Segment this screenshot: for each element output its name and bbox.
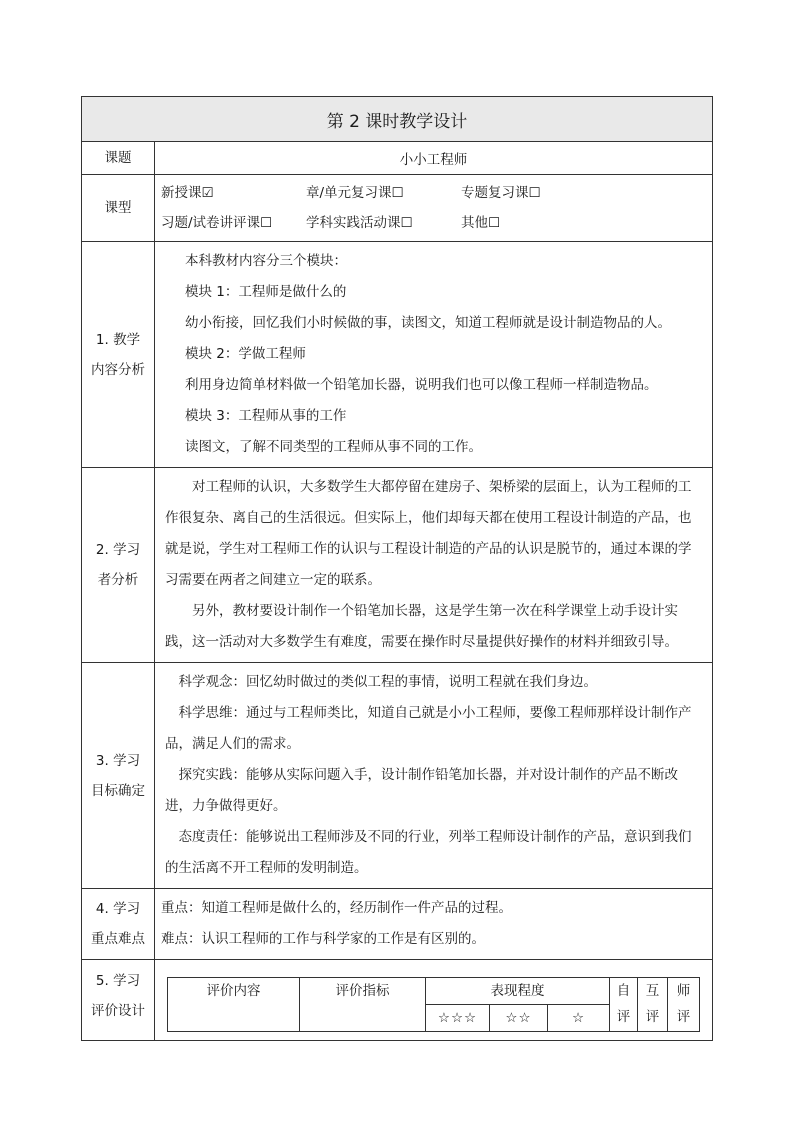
evaluation-design-label [82,960,155,1041]
label-line: 5. 学习 [95,973,141,989]
topic-value: 小小工程师 [155,142,713,175]
content-line: 本科教材内容分三个模块： [185,253,347,269]
lesson-type-option: 习题/试卷讲评课☐ [161,215,273,231]
learner-paragraph: 另外，教材要设计制作一个铅笔加长器，这是学生第一次在科学课堂上动手设计实践，这一活动对大多数学生有难度，需要在操作时尽量提供好操作的材料并细致引导。 [165,603,678,650]
label-line: 者分析 [97,572,139,588]
key-difficulty-label [82,889,155,960]
content-line: 模块 2：学做工程师 [185,346,306,362]
content-line: 读图文，了解不同类型的工程师从事不同的工作。 [185,439,482,455]
header-char: 评 [645,1009,660,1025]
lesson-type-option: 其他☐ [461,215,501,231]
lesson-type-option: 学科实践活动课☐ [306,215,413,231]
objective-item: 科学思维：通过与工程师类比，知道自己就是小小工程师，要像工程师那样设计制作产品，满足人们的需求。 [165,705,692,752]
header-char: 评 [676,1009,691,1025]
learning-objectives-body [155,663,713,889]
eval-content-header: 评价内容 [168,978,300,1032]
content-line: 利用身边简单材料做一个铅笔加长器，说明我们也可以像工程师一样制造物品。 [185,377,658,393]
evaluation-table [167,977,700,1032]
one-star-level: ☆ [548,1005,610,1032]
key-point: 重点：知道工程师是做什么的，经历制作一件产品的过程。 [161,900,512,916]
eval-performance-header: 表现程度 [426,978,610,1005]
document-title: 第 2 课时教学设计 [82,97,713,142]
label-line: 4. 学习 [95,901,141,917]
content-line: 模块 3：工程师从事的工作 [185,408,347,424]
content-analysis-label [82,242,155,468]
objective-item: 探究实践：能够从实际问题入手，设计制作铅笔加长器，并对设计制作的产品不断改进，力争做得更好。 [165,767,678,814]
header-char: 师 [676,983,691,999]
content-analysis-body [155,242,713,468]
label-line: 目标确定 [91,782,145,799]
three-star-level: ☆☆☆ [426,1005,490,1032]
eval-peer-header [638,978,668,1032]
lesson-type-option: 专题复习课☐ [461,185,541,201]
key-difficulty-body [155,889,713,960]
label-line: 评价设计 [91,1003,145,1019]
learner-analysis-body [155,468,713,663]
objective-item: 科学观念：回忆幼时做过的类似工程的事情，说明工程就在我们身边。 [178,674,597,690]
lesson-type-option: 新授课☑ [161,185,214,201]
header-char: 评 [616,1009,631,1025]
eval-self-header [610,978,638,1032]
lesson-plan-document [81,96,713,1041]
two-star-level: ☆☆ [490,1005,548,1032]
lesson-type-options [155,175,713,242]
eval-teacher-header [668,978,700,1032]
lesson-type-option: 章/单元复习课☐ [306,185,404,201]
content-line: 幼小衔接，回忆我们小时候做的事，读图文，知道工程师就是设计制造物品的人。 [185,315,671,331]
label-line: 3. 学习 [95,752,141,769]
header-char: 自 [616,983,631,999]
evaluation-design-body [155,960,713,1041]
label-line: 内容分析 [91,361,145,378]
objective-item: 态度责任：能够说出工程师涉及不同的行业，列举工程师设计制作的产品，意识到我们的生活离不开工程师的发明制造。 [165,829,692,876]
label-line: 2. 学习 [95,542,141,558]
eval-indicator-header: 评价指标 [300,978,426,1032]
learner-paragraph: 对工程师的认识，大多数学生大都停留在建房子、架桥梁的层面上，认为工程师的工作很复杂、离自己的生活很远。但实际上，他们却每天都在使用工程设计制造的产品，也就是说，学生对工程师工作的认识与工程设计制造的产品的认识是脱节的，通过本课的学习需要在两者之间建立一定的联系。 [165,479,692,588]
lesson-type-label: 课型 [82,175,155,242]
difficulty-point: 难点：认识工程师的工作与科学家的工作是有区别的。 [161,931,485,947]
label-line: 重点难点 [91,931,145,947]
lesson-plan-table [81,96,713,1041]
content-line: 模块 1：工程师是做什么的 [185,284,347,300]
label-line: 1. 教学 [95,331,141,348]
header-char: 互 [645,983,660,999]
topic-label: 课题 [82,142,155,175]
learning-objectives-label [82,663,155,889]
learner-analysis-label [82,468,155,663]
